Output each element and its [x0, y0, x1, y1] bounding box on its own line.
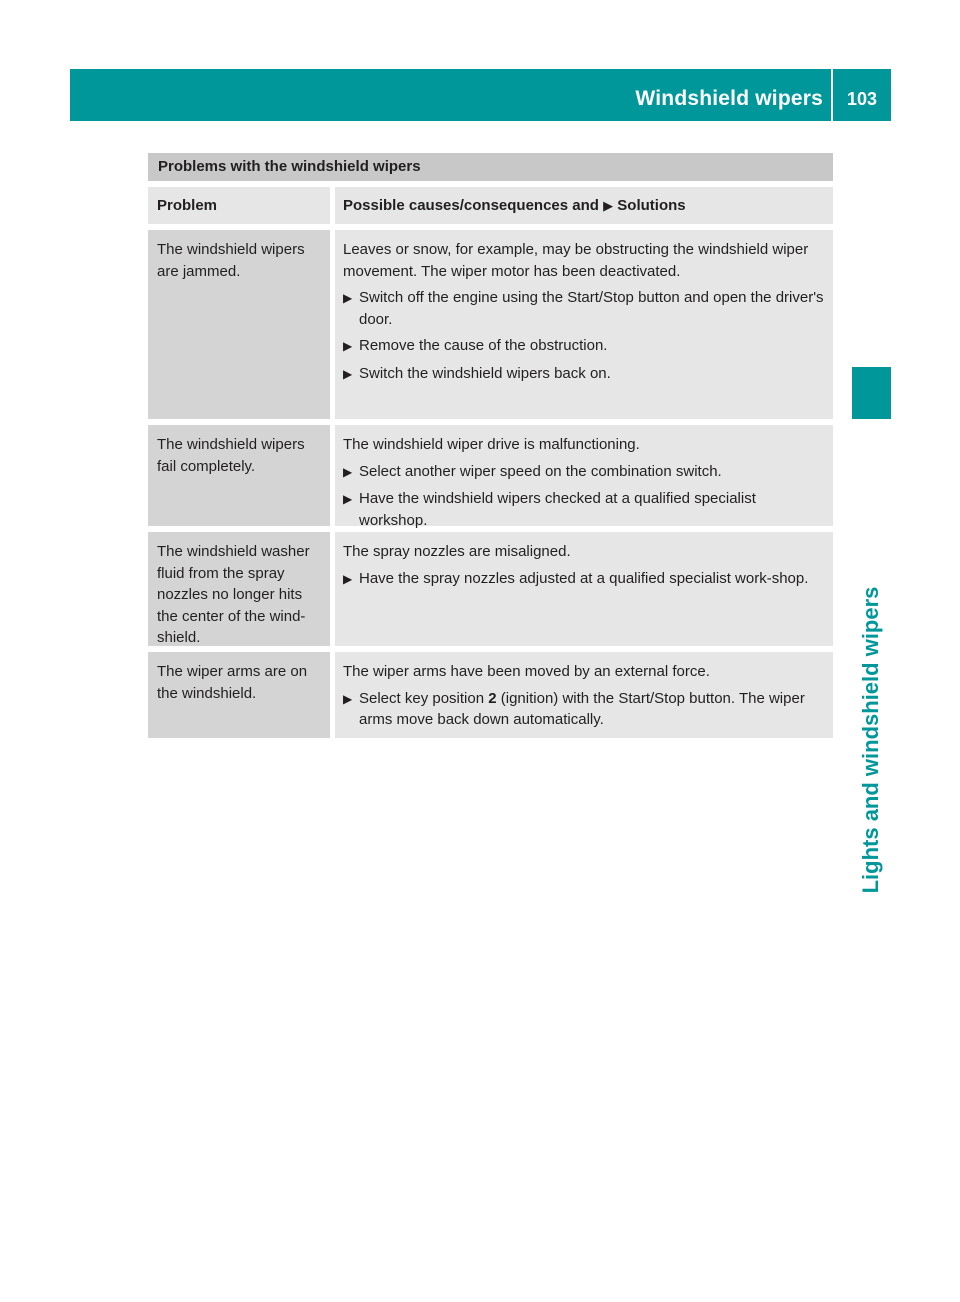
step-arrow-icon: ▶ — [343, 492, 353, 506]
problem-text: The wiper arms are on the windshield. — [157, 663, 308, 702]
cause-text: Leaves or snow, for example, may be obstructing the windshield wiper movement. The wiper motor has been deactivated. — [343, 241, 809, 280]
solution-step — [343, 335, 827, 358]
page-header — [70, 69, 891, 121]
cause-text: The windshield wiper drive is malfunctioning. — [343, 436, 640, 453]
table-row — [148, 532, 833, 646]
step-text: Switch off the engine using the Start/Stop button and open the driver's door. — [359, 289, 824, 328]
side-section-label: Lights and windshield wipers — [858, 586, 883, 894]
step-text: Have the windshield wipers checked at a qualified specialist workshop. — [359, 490, 756, 529]
problems-table — [148, 153, 833, 738]
step-arrow-icon: ▶ — [343, 366, 353, 381]
table-row — [148, 652, 833, 738]
solution-step — [343, 363, 827, 386]
problem-cell — [148, 532, 330, 646]
step-text: Switch the windshield wipers back on. — [359, 364, 611, 382]
step-arrow-icon: ▶ — [343, 464, 353, 479]
problem-text: The windshield washer fluid from the spray nozzles no longer hits the center of the wind-shield. — [157, 543, 310, 646]
problem-text: The windshield wipers fail completely. — [157, 436, 305, 475]
table-row — [148, 425, 833, 529]
table-title: Problems with the windshield wipers — [148, 153, 833, 181]
step-arrow-icon: ▶ — [343, 339, 353, 353]
step-text: Have the spray nozzles adjusted at a qualified specialist work-shop. — [359, 569, 809, 587]
page-number: 103 — [846, 89, 878, 109]
problem-cell — [148, 425, 330, 526]
column-header-solutions — [335, 187, 833, 224]
arrow-icon: ▶ — [603, 198, 614, 213]
side-tab-marker — [852, 367, 891, 419]
table-row — [148, 230, 833, 419]
solution-step — [343, 461, 827, 484]
key-position-number: 2 — [488, 689, 497, 707]
column-header-problem: Problem — [148, 187, 330, 224]
step-text-after: (ignition) with the Start/Stop button. The wiper arms move back down automatically. — [359, 689, 805, 728]
problem-cell — [148, 652, 330, 738]
solution-step — [343, 688, 827, 731]
solution-step — [343, 287, 827, 330]
column-header-prefix: Possible causes/consequences and — [343, 197, 599, 214]
step-arrow-icon: ▶ — [343, 571, 353, 586]
step-text: Select another wiper speed on the combination switch. — [359, 462, 722, 480]
column-header-suffix: Solutions — [617, 197, 686, 214]
problem-cell — [148, 230, 330, 419]
solution-step — [343, 488, 827, 531]
cause-text: The spray nozzles are misaligned. — [343, 543, 571, 560]
step-text: Remove the cause of the obstruction. — [359, 337, 608, 354]
step-arrow-icon: ▶ — [343, 691, 353, 706]
step-text-before: Select key position — [359, 689, 489, 707]
solution-cell — [335, 652, 833, 738]
solution-cell — [335, 532, 833, 646]
solution-step — [343, 568, 827, 591]
header-title: Windshield wipers — [635, 87, 823, 110]
table-header-row — [148, 187, 833, 224]
solution-cell — [335, 425, 833, 529]
step-arrow-icon: ▶ — [343, 291, 353, 305]
problem-text: The windshield wipers are jammed. — [157, 241, 305, 280]
cause-text: The wiper arms have been moved by an external force. — [343, 663, 710, 680]
solution-cell — [335, 230, 833, 419]
step-text — [359, 688, 827, 731]
